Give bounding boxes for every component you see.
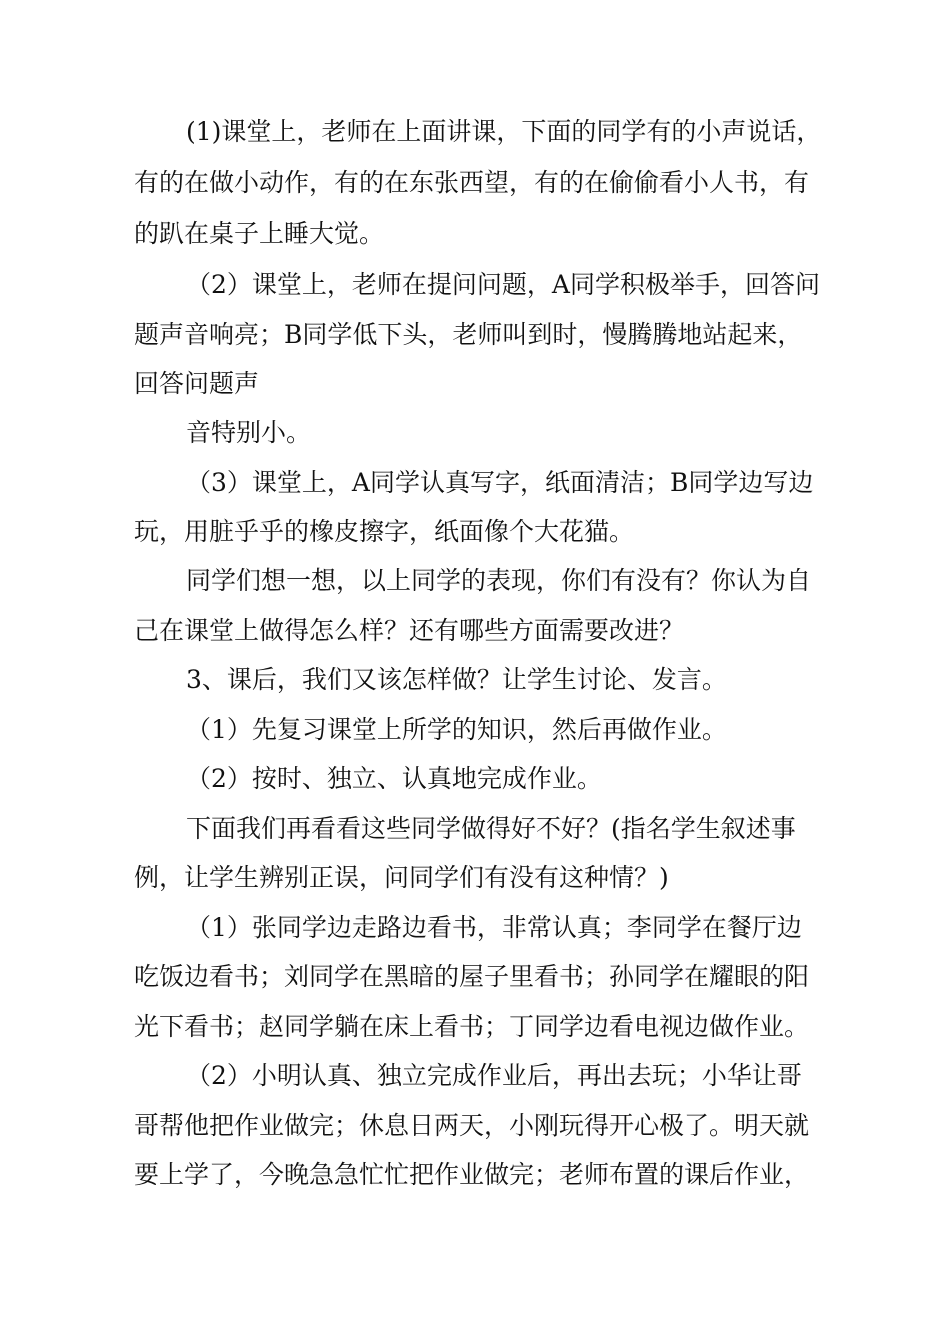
text-line: （2）课堂上，老师在提问问题，A同学积极举手，回答问 (186, 270, 820, 299)
text-line: 有的在做小动作，有的在东张西望，有的在偷偷看小人书，有 (134, 168, 810, 197)
text-line: 哥帮他把作业做完；休息日两天，小刚玩得开心极了。明天就 (134, 1111, 810, 1140)
text-line: 题声音响亮；B同学低下头，老师叫到时，慢腾腾地站起来， (134, 320, 803, 349)
text-line: 3、课后，我们又该怎样做？让学生讨论、发言。 (186, 665, 727, 694)
text-line: 回答问题声 (134, 369, 260, 398)
text-line: （3）课堂上，A同学认真写字，纸面清洁；B同学边写边 (186, 468, 814, 497)
text-line: (1)课堂上，老师在上面讲课，下面的同学有的小声说话， (186, 117, 822, 146)
text-line: 玩，用脏乎乎的橡皮擦字，纸面像个大花猫。 (134, 517, 635, 546)
text-line: （1）张同学边走路边看书，非常认真；李同学在餐厅边 (186, 913, 802, 942)
text-line: （1）先复习课堂上所学的知识，然后再做作业。 (186, 715, 727, 744)
text-line: 下面我们再看看这些同学做得好不好？(指名学生叙述事 (186, 814, 796, 843)
text-line: （2）小明认真、独立完成作业后，再出去玩；小华让哥 (186, 1061, 802, 1090)
text-line: （2）按时、独立、认真地完成作业。 (186, 764, 602, 793)
text-line: 同学们想一想，以上同学的表现，你们有没有？你认为自 (186, 566, 812, 595)
text-line: 要上学了，今晚急急忙忙把作业做完；老师布置的课后作业， (134, 1160, 810, 1189)
text-line: 音特别小。 (186, 418, 312, 447)
text-line: 光下看书；赵同学躺在床上看书；丁同学边看电视边做作业。 (134, 1012, 810, 1041)
text-line: 吃饭边看书；刘同学在黑暗的屋子里看书；孙同学在耀眼的阳 (134, 962, 810, 991)
text-line: 例，让学生辨别正误，问同学们有没有这种情？) (134, 863, 669, 892)
text-line: 己在课堂上做得怎么样？还有哪些方面需要改进？ (134, 616, 685, 645)
text-line: 的趴在桌子上睡大觉。 (134, 219, 385, 248)
